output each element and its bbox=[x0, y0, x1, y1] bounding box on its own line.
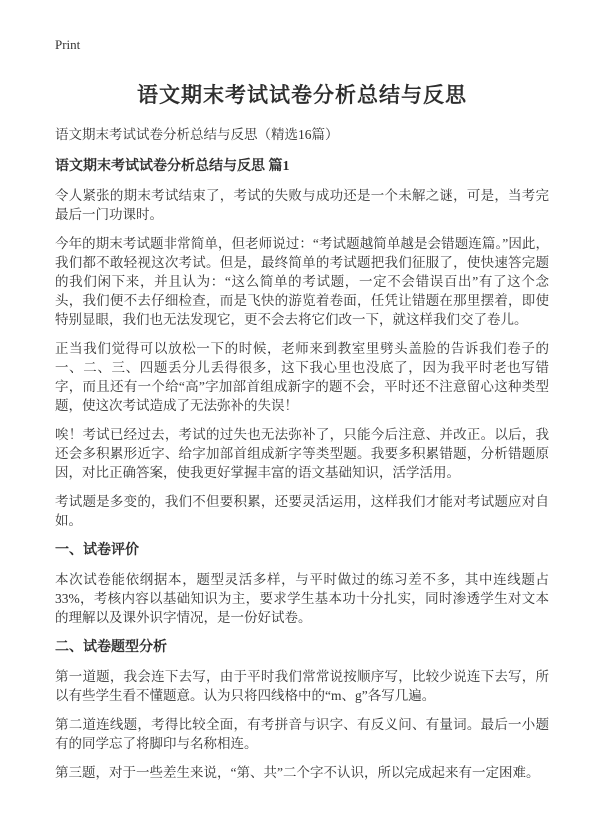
paragraph: 今年的期末考试题非常简单，但老师说过：“考试题越简单越是会错题连篇。”因此，我们都不敢轻视这次考试。但是，最终简单的考试题把我们征服了，使快速答完题的我们闲下来，并且认为：“这么简单的考试题，一定不会错误百出”有了这个念头，我们便不去仔细检查，而是飞快的游览着卷面，任凭让错题在那里摆着，即使特别显眼，我们也无法发现它，更不会去将它们改一下，就这样我们交了卷儿。 bbox=[55, 236, 549, 327]
paragraph: 第一道题，我会连下去写，由于平时我们常常说按顺序写，比较少说连下去写，所以有些学生看不懂题意。认为只将四线格中的“m、g”各写几遍。 bbox=[55, 669, 549, 703]
paragraph: 正当我们觉得可以放松一下的时候，老师来到教室里劈头盖脸的告诉我们卷子的一、二、三、四题丢分儿丢得很多，这下我心里也没底了，因为我平时老也写错字，而且还有一个给“高”字加部首组成新字的题不会，平时还不注意留心这种类型题，使这次考试造成了无法弥补的失误！ bbox=[55, 341, 549, 413]
doc-subtitle: 语文期末考试试卷分析总结与反思（精选16篇） bbox=[55, 127, 339, 142]
paragraph: 考试题是多变的，我们不但要积累，还要灵活运用，这样我们才能对考试题应对自如。 bbox=[55, 494, 549, 528]
paragraph: 令人紧张的期末考试结束了，考试的失败与成功还是一个未解之谜，可是，当考完最后一门功课时。 bbox=[55, 188, 549, 222]
article-heading: 语文期末考试试卷分析总结与反思 篇1 bbox=[55, 159, 290, 174]
paragraph: 唉！考试已经过去，考试的过失也无法弥补了，只能今后注意、并改正。以后，我还会多积累形近字、给字加部首组成新字等类型题。我要多积累错题，分析错题原因，对比正确答案，使我更好掌握丰富的语文基础知识，活学活用。 bbox=[55, 427, 549, 480]
page-title: 语文期末考试试卷分析总结与反思 bbox=[137, 83, 467, 107]
section-heading-paper-evaluation: 一、试卷评价 bbox=[55, 543, 139, 558]
paragraph: 第二道连线题，考得比较全面，有考拼音与识字、有反义问、有量词。最后一小题有的同学忘了将脚印与名称相连。 bbox=[55, 717, 549, 751]
paragraph: 第三题，对于一些差生来说，“第、共”二个字不认识，所以完成起来有一定困难。 bbox=[55, 765, 540, 780]
paragraph: 本次试卷能依纲据本，题型灵活多样，与平时做过的练习差不多，其中连线题占33%，考核内容以基础知识为主，要求学生基本功十分扎实，同时渗透学生对文本的理解以及课外识字情况，是一份好试卷。 bbox=[55, 572, 549, 625]
print-link[interactable]: Print bbox=[55, 37, 81, 52]
section-heading-question-type-analysis: 二、试卷题型分析 bbox=[55, 640, 167, 655]
